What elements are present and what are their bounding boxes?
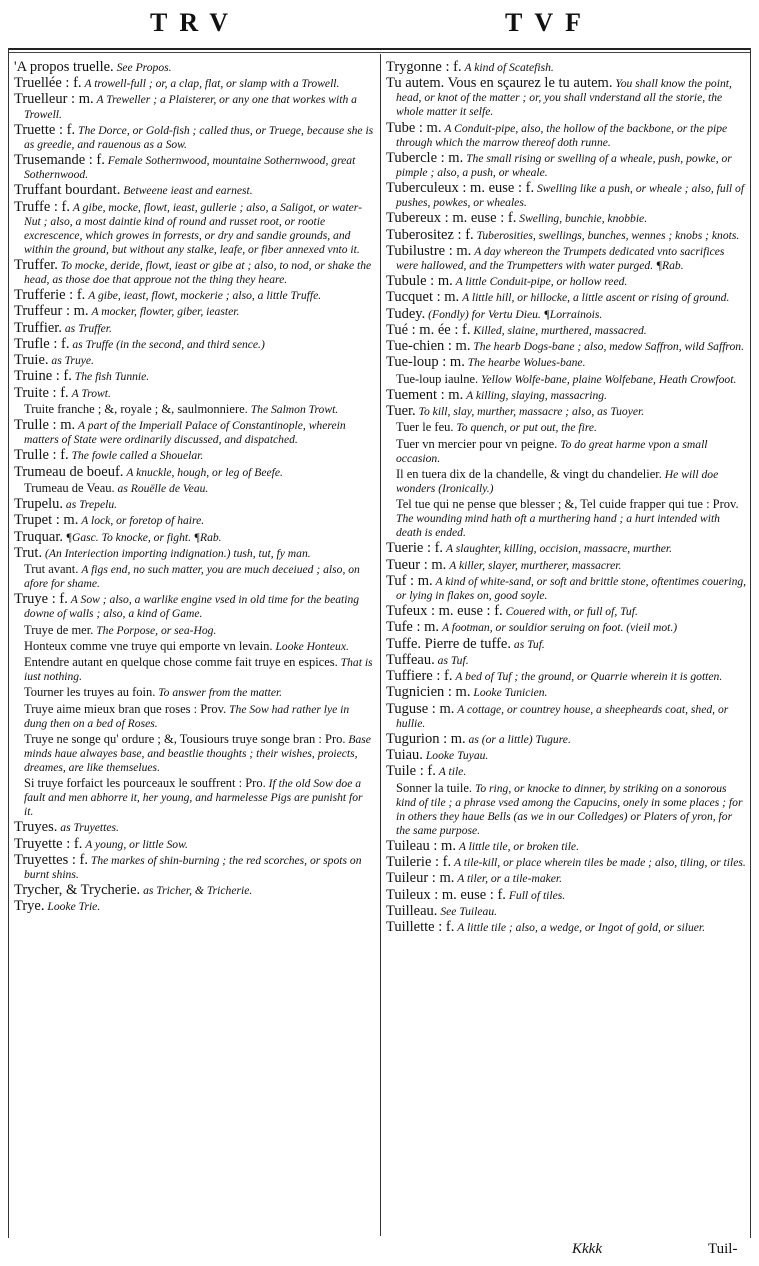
entry-definition: A Sow ; also, a warlike engine vsed in old time for the beating downe of walls ; also, a kind of Game. bbox=[24, 593, 360, 621]
entry-definition: Swelling like a push, or wheale ; also, full of pushes, powkes, or wheales. bbox=[396, 182, 745, 210]
entry-definition: A mocker, flowter, giber, ieaster. bbox=[91, 305, 240, 319]
entry-definition: A lock, or foretop of haire. bbox=[81, 514, 205, 528]
entry-headword: Tue-loup : m. bbox=[386, 354, 465, 371]
entry-headword: Tuileur : m. bbox=[386, 870, 455, 887]
entry-definition: A little Conduit-pipe, or hollow reed. bbox=[455, 275, 628, 289]
dictionary-entry bbox=[386, 274, 748, 289]
entry-headword: Tuguse : m. bbox=[386, 700, 455, 717]
column-divider bbox=[380, 54, 381, 1236]
dictionary-entry bbox=[14, 321, 374, 336]
entry-definition: as Truffer. bbox=[64, 321, 112, 335]
entry-definition: A figs end, no such matter, you are much deceiued ; also, on afore for shame. bbox=[24, 563, 360, 591]
dictionary-entry bbox=[14, 60, 374, 75]
entry-headword: Tel tue qui ne pense que blesser ; &, Tel cuide frapper qui tue : Prov. bbox=[396, 497, 739, 512]
header-left: TRV bbox=[150, 8, 240, 37]
entry-headword: Tubule : m. bbox=[386, 273, 453, 290]
entry-definition: A Trowt. bbox=[71, 386, 111, 400]
entry-definition: A knuckle, hough, or leg of Beefe. bbox=[126, 465, 283, 479]
entry-headword: Tuer vn mercier pour vn peigne. bbox=[396, 436, 558, 451]
dictionary-entry bbox=[386, 748, 748, 763]
dictionary-entry bbox=[14, 702, 374, 731]
dictionary-entry bbox=[14, 418, 374, 447]
entry-definition: A kind of Scatefish. bbox=[464, 61, 554, 74]
dictionary-entry bbox=[14, 513, 374, 528]
entry-headword: Tubilustre : m. bbox=[386, 242, 472, 259]
entry-headword: Tuberculeux : m. euse : f. bbox=[386, 180, 535, 197]
entry-definition: A young, or little Sow. bbox=[85, 837, 188, 851]
dictionary-entry bbox=[386, 541, 748, 556]
entry-headword: Tue-chien : m. bbox=[386, 338, 471, 355]
page-footer bbox=[0, 1238, 759, 1264]
entry-headword: Sonner la tuile. bbox=[396, 780, 473, 795]
entry-definition: A tile. bbox=[438, 765, 467, 779]
entry-definition: Full of tiles. bbox=[508, 888, 566, 902]
dictionary-entry bbox=[386, 467, 748, 496]
entry-definition: as Truffe (in the second, and third sence.) bbox=[72, 337, 265, 351]
entry-headword: Truffer. bbox=[14, 256, 58, 273]
dictionary-entry bbox=[14, 639, 374, 654]
entry-headword: Tuileau : m. bbox=[386, 837, 456, 854]
entry-headword: Trusemande : f. bbox=[14, 152, 105, 169]
entry-definition: (An Interiection importing indignation.) tush, tut, fy man. bbox=[45, 546, 311, 560]
entry-headword: Truye aime mieux bran que roses : Prov. bbox=[24, 701, 227, 716]
entry-definition: The fish Tunnie. bbox=[74, 370, 150, 384]
dictionary-entry bbox=[14, 820, 374, 835]
entry-headword: Tuberositez : f. bbox=[386, 226, 474, 243]
entry-headword: Truyettes : f. bbox=[14, 851, 88, 868]
entry-definition: A Treweller ; a Plaisterer, or any one that workes with a Trowell. bbox=[24, 93, 357, 121]
entry-headword: Truie. bbox=[14, 352, 49, 369]
entry-headword: Trut. bbox=[14, 544, 43, 561]
dictionary-entry bbox=[14, 732, 374, 775]
dictionary-entry bbox=[14, 883, 374, 898]
entry-headword: Truye : f. bbox=[14, 591, 68, 608]
entry-definition: Tuberosities, swellings, bunches, wennes ; knobs ; knots. bbox=[476, 228, 740, 242]
dictionary-entry bbox=[386, 372, 748, 387]
entry-headword: Tudey. bbox=[386, 305, 426, 322]
entry-definition: A footman, or souldior seruing on foot. (vieil mot.) bbox=[441, 621, 678, 635]
entry-definition: A cottage, or countrey house, a sheepheards coat, shed, or hullie. bbox=[396, 702, 729, 730]
entry-definition: as Tuf. bbox=[437, 653, 469, 667]
entry-headword: Trygonne : f. bbox=[386, 60, 462, 75]
dictionary-entry bbox=[386, 920, 748, 935]
dictionary-entry bbox=[14, 481, 374, 496]
entry-definition: A little hill, or hillocke, a little ascent or rising of ground. bbox=[462, 291, 730, 305]
dictionary-entry bbox=[14, 448, 374, 463]
dictionary-entry bbox=[14, 337, 374, 352]
entry-definition: A slaughter, killing, occision, massacre, murther. bbox=[445, 542, 673, 556]
entry-definition: To do great harme vpon a small occasion. bbox=[396, 437, 708, 465]
dictionary-entry bbox=[14, 530, 374, 545]
entry-definition: (Fondly) for Vertu Dieu. ¶Lorrainois. bbox=[428, 307, 603, 321]
entry-headword: Tuffe. Pierre de tuffe. bbox=[386, 635, 511, 652]
entry-definition: A killing, slaying, massacring. bbox=[466, 388, 607, 402]
entry-headword: Tuileux : m. euse : f. bbox=[386, 886, 506, 903]
entry-headword: Tufeux : m. euse : f. bbox=[386, 603, 503, 620]
entry-headword: Truite : f. bbox=[14, 384, 69, 401]
entry-headword: Truyes. bbox=[14, 819, 58, 836]
top-rule-inner bbox=[8, 52, 751, 53]
entry-headword: Truine : f. bbox=[14, 368, 72, 385]
dictionary-entry bbox=[386, 437, 748, 466]
dictionary-entry bbox=[386, 620, 748, 635]
entry-definition: The Porpose, or sea-Hog. bbox=[96, 623, 217, 637]
dictionary-entry bbox=[14, 353, 374, 368]
dictionary-entry bbox=[14, 183, 374, 198]
entry-headword: Truelleur : m. bbox=[14, 91, 94, 108]
entry-definition: The wounding mind hath oft a murthering hand ; a hurt intended with death is ended. bbox=[396, 512, 720, 540]
dictionary-entry bbox=[14, 288, 374, 303]
dictionary-entry bbox=[386, 60, 748, 75]
dictionary-entry bbox=[386, 228, 748, 243]
entry-headword: Tube : m. bbox=[386, 119, 442, 136]
entry-headword: Il en tuera dix de la chandelle, & vingt du chandelier. bbox=[396, 466, 662, 481]
entry-definition: The Sow had rather lye in dung then on a bed of Roses. bbox=[24, 702, 350, 730]
entry-definition: A part of the Imperiall Palace of Constantinople, wherein matters of State were ordinarily discussed, and dispatched. bbox=[24, 419, 346, 447]
dictionary-entry bbox=[14, 853, 374, 882]
entry-definition: as Trepelu. bbox=[65, 498, 118, 512]
dictionary-entry bbox=[14, 776, 374, 819]
entry-headword: Truffe : f. bbox=[14, 198, 70, 215]
entry-definition: The markes of shin-burning ; the red scorches, or spots on burnt shins. bbox=[24, 853, 362, 881]
entry-definition: To ring, or knocke to dinner, by striking on a sonorous kind of tile ; a phrase vsed among the Capucins, onely in some places ; for in others they haue Bells (as we in our Colledges) or Platers of yron, for the same purpose. bbox=[396, 781, 743, 837]
entry-definition: Betweene ieast and earnest. bbox=[123, 184, 253, 198]
entry-headword: Tugnicien : m. bbox=[386, 684, 471, 701]
dictionary-entry bbox=[14, 655, 374, 684]
dictionary-entry bbox=[14, 369, 374, 384]
dictionary-entry bbox=[386, 839, 748, 854]
entry-headword: Truquar. bbox=[14, 528, 64, 545]
entry-headword: Trut avant. bbox=[24, 562, 79, 576]
entry-headword: Trupelu. bbox=[14, 496, 64, 513]
entry-definition: Looke Tunicien. bbox=[473, 686, 548, 700]
dictionary-entry bbox=[386, 420, 748, 435]
dictionary-entry bbox=[386, 653, 748, 668]
entry-definition: A bed of Tuf ; the ground, or Quarrie wherein it is gotten. bbox=[455, 670, 723, 684]
dictionary-entry bbox=[386, 855, 748, 870]
entry-headword: Tubereux : m. euse : f. bbox=[386, 210, 517, 227]
dictionary-entry bbox=[386, 637, 748, 652]
dictionary-entry bbox=[386, 211, 748, 226]
dictionary-entry bbox=[386, 685, 748, 700]
dictionary-entry bbox=[14, 837, 374, 852]
entry-definition: A kind of white-sand, or soft and brittle stone, oftentimes couering, or lying in flakes on, good soyle. bbox=[396, 574, 747, 602]
entry-definition: A little tile ; also, a wedge, or Ingot of gold, or siluer. bbox=[457, 921, 706, 935]
dictionary-entry bbox=[14, 200, 374, 257]
entry-headword: Trye. bbox=[14, 898, 45, 915]
entry-definition: If the old Sow doe a fault and men abhorre it, her young, and harmelesse Pigs are punisht for it. bbox=[24, 777, 363, 819]
entry-definition: A tile-kill, or place wherein tiles be made ; also, tiling, or tiles. bbox=[454, 856, 746, 870]
entry-definition: You shall know the point, head, or knot of the matter ; or, you shall vnderstand all the storie, the whole matter it selfe. bbox=[396, 77, 732, 119]
entry-definition: Looke Tuyau. bbox=[425, 749, 489, 763]
entry-definition: See Tuileau. bbox=[440, 904, 498, 918]
dictionary-entry bbox=[14, 546, 374, 561]
dictionary-entry bbox=[386, 244, 748, 273]
header-right: TVF bbox=[505, 8, 593, 37]
entry-headword: Tuer le feu. bbox=[396, 420, 454, 435]
entry-headword: Truyette : f. bbox=[14, 835, 83, 852]
entry-headword: Tubercle : m. bbox=[386, 149, 464, 166]
entry-headword: Tourner les truyes au foin. bbox=[24, 685, 156, 700]
entry-headword: Tuffeau. bbox=[386, 651, 435, 668]
entry-definition: Looke Honteux. bbox=[275, 639, 349, 653]
entry-headword: Truye ne songe qu' ordure ; &, Tousiours truye songe bran : Pro. bbox=[24, 731, 346, 746]
entry-headword: Tuilerie : f. bbox=[386, 854, 452, 871]
entry-headword: Trumeau de Veau. bbox=[24, 480, 115, 495]
entry-headword: Truite franche ; &, royale ; &, saulmonniere. bbox=[24, 401, 248, 416]
entry-headword: Trupet : m. bbox=[14, 512, 79, 529]
left-border bbox=[8, 48, 9, 1238]
running-header bbox=[0, 0, 759, 46]
entry-definition: To kill, slay, murther, massacre ; also, as Tuoyer. bbox=[418, 405, 645, 419]
entry-definition: A little tile, or broken tile. bbox=[458, 839, 579, 853]
dictionary-entry bbox=[14, 153, 374, 182]
dictionary-entry bbox=[14, 386, 374, 401]
dictionary-entry bbox=[386, 604, 748, 619]
dictionary-entry bbox=[386, 121, 748, 150]
entry-definition: To quench, or put out, the fire. bbox=[456, 421, 597, 435]
entry-definition: The hearbe Wolues-bane. bbox=[467, 356, 586, 370]
entry-headword: Tuement : m. bbox=[386, 386, 464, 403]
entry-headword: Tuillette : f. bbox=[386, 919, 455, 936]
dictionary-entry bbox=[386, 764, 748, 779]
entry-headword: Tueur : m. bbox=[386, 556, 447, 573]
entry-definition: Yellow Wolfe-bane, plaine Wolfebane, Heath Crowfoot. bbox=[481, 372, 737, 386]
entry-definition: He will doe wonders (Ironically.) bbox=[396, 467, 719, 495]
entry-headword: Trufle : f. bbox=[14, 335, 70, 352]
dictionary-entry bbox=[386, 355, 748, 370]
entry-definition: as (or a little) Tugure. bbox=[468, 732, 571, 746]
dictionary-entry bbox=[386, 404, 748, 419]
dictionary-entry bbox=[386, 904, 748, 919]
dictionary-entry bbox=[14, 92, 374, 121]
entry-definition: as Truye. bbox=[51, 354, 94, 368]
entry-headword: Truye de mer. bbox=[24, 622, 94, 637]
entry-headword: Si truye forfaict les pourceaux le souffrent : Pro. bbox=[24, 776, 266, 791]
entry-definition: A killer, slayer, murtherer, massacrer. bbox=[449, 558, 622, 572]
dictionary-entry bbox=[386, 702, 748, 731]
entry-definition: The Dorce, or Gold-fish ; called thus, or Truege, because she is as greedie, and rauenous as a Sow. bbox=[24, 123, 374, 151]
dictionary-entry bbox=[386, 388, 748, 403]
dictionary-entry bbox=[386, 732, 748, 747]
dictionary-entry bbox=[386, 558, 748, 573]
entry-definition: Swelling, bunchie, knobbie. bbox=[519, 212, 648, 226]
entry-headword: Entendre autant en quelque chose comme fait truye en espices. bbox=[24, 655, 338, 670]
dictionary-entry bbox=[386, 574, 748, 603]
catchword: Tuil- bbox=[708, 1241, 738, 1257]
signature-mark: Kkkk bbox=[572, 1241, 602, 1257]
entry-definition: A gibe, mocke, flowt, ieast, gullerie ; also, a Saligot, or water-Nut ; also, a most daintie kind of round and russet root, or rootie excrescence, which growes in forrests, or dry and sandie grounds, and within the ground, but without any stalke, leafe, or fiber annexed vnto it. bbox=[24, 200, 362, 256]
entry-headword: Tuiau. bbox=[386, 747, 423, 764]
entry-headword: Trumeau de boeuf. bbox=[14, 463, 124, 480]
entry-headword: Truellée : f. bbox=[14, 75, 82, 92]
dictionary-entry bbox=[14, 258, 374, 287]
dictionary-entry bbox=[14, 123, 374, 152]
dictionary-entry bbox=[386, 888, 748, 903]
entry-headword: Tugurion : m. bbox=[386, 730, 466, 747]
dictionary-entry bbox=[14, 592, 374, 621]
top-rule bbox=[8, 48, 751, 50]
entry-definition: The small rising or swelling of a wheale, push, powke, or pimple ; also, a push, or wheale. bbox=[396, 151, 732, 179]
dictionary-entry bbox=[14, 623, 374, 638]
entry-definition: A gibe, ieast, flowt, mockerie ; also, a little Truffe. bbox=[88, 289, 322, 303]
entry-definition: Killed, slaine, murthered, massacred. bbox=[473, 323, 647, 337]
dictionary-entry bbox=[386, 290, 748, 305]
dictionary-entry bbox=[386, 307, 748, 322]
entry-definition: The fowle called a Shouelar. bbox=[71, 449, 204, 463]
entry-headword: Honteux comme vne truye qui emporte vn levain. bbox=[24, 638, 273, 653]
entry-headword: Tu autem. Vous en sçaurez le tu autem. bbox=[386, 75, 613, 92]
dictionary-entry bbox=[386, 339, 748, 354]
entry-headword: Tufe : m. bbox=[386, 619, 440, 636]
right-column bbox=[386, 60, 748, 1236]
entry-definition: A day whereon the Trumpets dedicated vnto sacrifices were hallowed, and the Trumpetters with water purged. ¶Rab. bbox=[396, 244, 725, 272]
right-border bbox=[750, 48, 751, 1238]
entry-headword: Tuile : f. bbox=[386, 763, 436, 780]
entry-definition: Female Sothernwood, mountaine Sothernwood, great Sothernwood. bbox=[24, 154, 356, 182]
entry-definition: That is iust nothing. bbox=[24, 656, 373, 684]
entry-headword: Truffant bourdant. bbox=[14, 182, 121, 199]
entry-headword: Truffeur : m. bbox=[14, 303, 89, 320]
entry-definition: The Salmon Trowt. bbox=[250, 402, 339, 416]
entry-headword: Truffier. bbox=[14, 319, 62, 336]
left-column bbox=[14, 60, 374, 1250]
entry-headword: 'A propos truelle. bbox=[14, 60, 114, 75]
entry-headword: Tuf : m. bbox=[386, 572, 433, 589]
dictionary-entry bbox=[14, 304, 374, 319]
dictionary-entry bbox=[14, 685, 374, 700]
dictionary-entry bbox=[14, 562, 374, 591]
dictionary-entry bbox=[386, 871, 748, 886]
entry-definition: To mocke, deride, flowt, ieast or gibe at ; also, to nod, or shake the head, as those doe that approue not the thing they heare. bbox=[24, 258, 372, 286]
entry-definition: See Propos. bbox=[116, 61, 172, 74]
entry-headword: Tucquet : m. bbox=[386, 289, 460, 306]
entry-definition: To answer from the matter. bbox=[158, 686, 283, 700]
entry-definition: as Tricher, & Tricherie. bbox=[143, 884, 253, 898]
entry-headword: Trulle : f. bbox=[14, 447, 69, 464]
entry-headword: Trulle : m. bbox=[14, 417, 76, 434]
entry-definition: Base minds haue alwayes base, and beastlie thoughts ; their wishes, proiects, dreames, are like themselues. bbox=[24, 732, 371, 774]
dictionary-entry bbox=[14, 497, 374, 512]
entry-headword: Tué : m. ée : f. bbox=[386, 321, 471, 338]
dictionary-entry bbox=[386, 181, 748, 210]
entry-definition: as Tuf. bbox=[513, 637, 545, 651]
entry-headword: Trufferie : f. bbox=[14, 287, 86, 304]
entry-definition: A Conduit-pipe, also, the hollow of the backbone, or the pipe through which the marrow thereof doth runne. bbox=[396, 121, 728, 149]
dictionary-entry bbox=[386, 781, 748, 838]
entry-definition: Looke Trie. bbox=[47, 900, 101, 914]
entry-definition: as Truyettes. bbox=[60, 821, 119, 835]
dictionary-entry bbox=[14, 402, 374, 417]
entry-headword: Tuilleau. bbox=[386, 902, 438, 919]
entry-definition: The hearb Dogs-bane ; also, medow Saffron, wild Saffron. bbox=[473, 340, 744, 354]
dictionary-entry bbox=[386, 497, 748, 540]
entry-headword: Trycher, & Trycherie. bbox=[14, 882, 141, 899]
entry-headword: Tue-loup iaulne. bbox=[396, 371, 479, 386]
entry-headword: Tuerie : f. bbox=[386, 540, 444, 557]
entry-definition: as Rouëlle de Veau. bbox=[117, 481, 209, 495]
entry-definition: A trowell-full ; or, a clap, flat, or slamp with a Trowell. bbox=[84, 77, 340, 91]
entry-headword: Tuffiere : f. bbox=[386, 668, 453, 685]
entry-definition: A tiler, or a tile-maker. bbox=[457, 872, 563, 886]
dictionary-entry bbox=[386, 323, 748, 338]
dictionary-entry bbox=[14, 76, 374, 91]
dictionary-entry bbox=[14, 899, 374, 914]
entry-headword: Tuer. bbox=[386, 403, 416, 420]
dictionary-entry bbox=[386, 669, 748, 684]
dictionary-entry bbox=[386, 151, 748, 180]
dictionary-entry bbox=[14, 465, 374, 480]
entry-definition: ¶Gasc. To knocke, or fight. ¶Rab. bbox=[65, 530, 222, 544]
entry-headword: Truette : f. bbox=[14, 121, 76, 138]
dictionary-entry bbox=[386, 76, 748, 119]
entry-definition: Couered with, or full of, Tuf. bbox=[505, 605, 638, 619]
